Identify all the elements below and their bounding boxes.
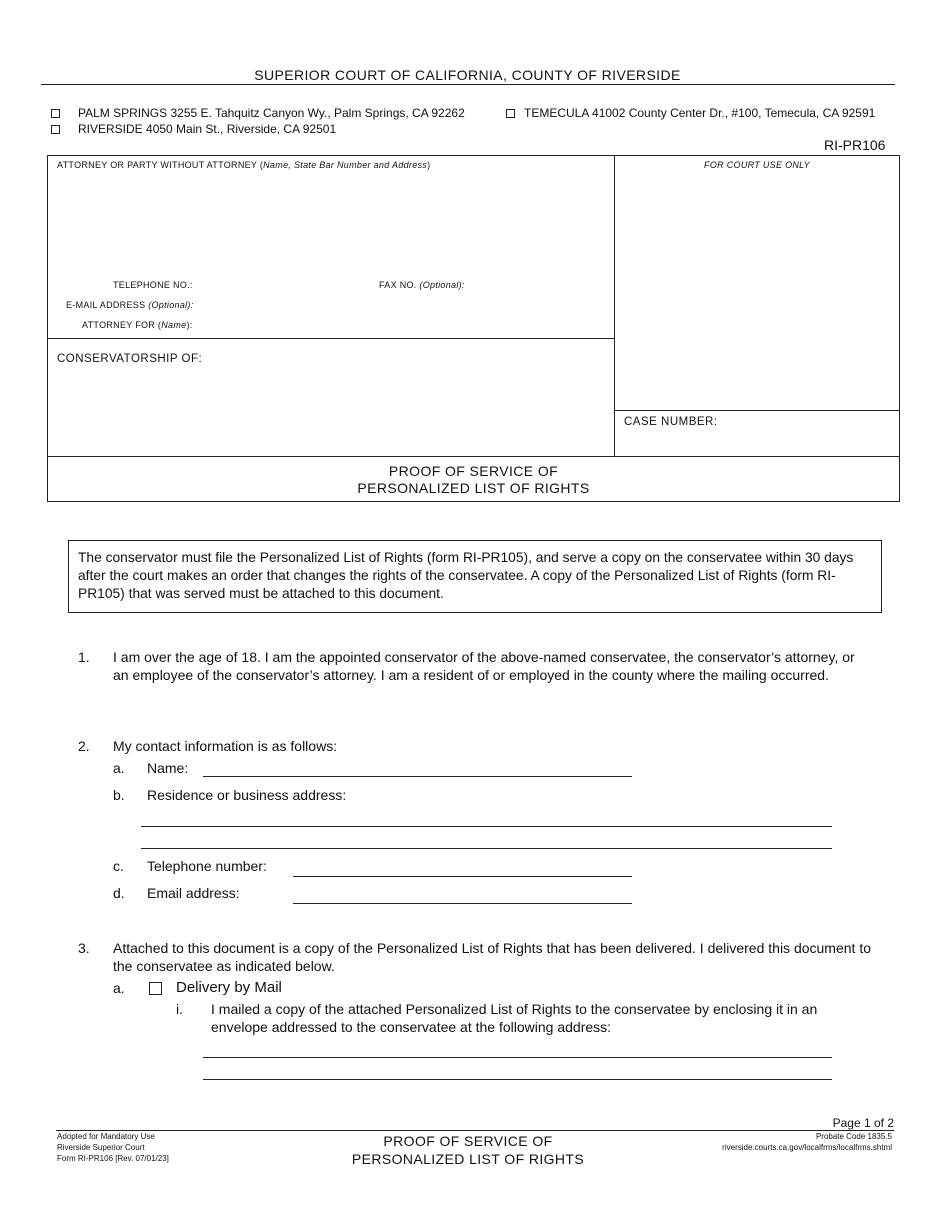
- fax-optional: (Optional):: [419, 280, 465, 290]
- fax-label: [379, 280, 465, 290]
- delivery-by-mail-checkbox[interactable]: [149, 982, 162, 995]
- footer-title-line1: PROOF OF SERVICE OF: [383, 1133, 553, 1149]
- attorney-for-end: ):: [186, 320, 193, 330]
- conservatorship-label: CONSERVATORSHIP OF:: [57, 353, 203, 365]
- mailing-address-line-2[interactable]: [203, 1079, 832, 1080]
- footer-title-line2: PERSONALIZED LIST OF RIGHTS: [351, 1151, 585, 1167]
- page-number: Page 1 of 2: [832, 1116, 894, 1130]
- court-use-rule: [614, 410, 900, 411]
- telephone-input-line[interactable]: [293, 876, 632, 877]
- footer-court: Riverside Superior Court: [57, 1143, 145, 1152]
- email-label: [66, 300, 194, 310]
- address-input-line-2[interactable]: [141, 848, 832, 849]
- footer-form-rev: Form RI-PR106 [Rev. 07/01/23]: [57, 1154, 169, 1163]
- item3-text: Attached to this document is a copy of the Personalized List of Rights that has been delivered. I delivered this document to the conservatee as indicated below.: [113, 940, 871, 974]
- riverside-label: RIVERSIDE 4050 Main St., Riverside, CA 92501: [78, 122, 337, 136]
- item3a-label: Delivery by Mail: [176, 979, 282, 996]
- attorney-label: [57, 160, 430, 170]
- attorney-for-text: ATTORNEY FOR (: [82, 320, 162, 330]
- item2a-letter: a.: [113, 760, 125, 776]
- mailing-address-line-1[interactable]: [203, 1057, 832, 1058]
- item1-number: 1.: [78, 649, 90, 665]
- palm-springs-label: PALM SPRINGS 3255 E. Tahquitz Canyon Wy., Palm Springs, CA 92262: [78, 106, 465, 120]
- item3a-letter: a.: [113, 980, 125, 996]
- item2d-label: Email address:: [147, 885, 240, 901]
- court-title: SUPERIOR COURT OF CALIFORNIA, COUNTY OF RIVERSIDE: [254, 67, 681, 83]
- item2d-letter: d.: [113, 885, 125, 901]
- title-rule: [47, 456, 900, 457]
- caption-title-line1: PROOF OF SERVICE OF: [388, 463, 559, 479]
- telephone-label: TELEPHONE NO.:: [113, 280, 193, 290]
- item2b-letter: b.: [113, 787, 125, 803]
- riverside-checkbox[interactable]: [51, 125, 60, 134]
- item3ai-number: i.: [176, 1001, 183, 1017]
- court-use-label: [614, 160, 900, 170]
- attorney-section-rule: [47, 338, 614, 339]
- address-input-line-1[interactable]: [141, 826, 832, 827]
- email-optional: (Optional):: [148, 300, 194, 310]
- attorney-label-end: ): [427, 160, 431, 170]
- item2-number: 2.: [78, 738, 90, 754]
- email-label-text: E-MAIL ADDRESS: [66, 300, 146, 310]
- item2c-letter: c.: [113, 858, 124, 874]
- item3ai-text: I mailed a copy of the attached Personalized List of Rights to the conservatee by enclosing it in an envelope addressed to the conservatee at the following address:: [211, 1001, 818, 1035]
- item3-number: 3.: [78, 940, 90, 956]
- attorney-for-label: [82, 320, 193, 330]
- email-input-line[interactable]: [293, 903, 632, 904]
- footer-adopted: Adopted for Mandatory Use: [57, 1132, 155, 1141]
- item2c-label: Telephone number:: [147, 858, 267, 874]
- form-number: RI-PR106: [824, 137, 886, 153]
- name-input-line[interactable]: [203, 776, 632, 777]
- palm-springs-checkbox[interactable]: [51, 109, 60, 118]
- case-number-label: CASE NUMBER:: [624, 416, 718, 428]
- temecula-checkbox[interactable]: [506, 109, 515, 118]
- attorney-label-italic: Name, State Bar Number and Address: [263, 160, 428, 170]
- court-use-label-text: FOR COURT USE ONLY: [704, 160, 810, 170]
- temecula-label: TEMECULA 41002 County Center Dr., #100, Temecula, CA 92591: [524, 106, 876, 120]
- fax-label-text: FAX NO.: [379, 280, 417, 290]
- footer-rule: [56, 1130, 894, 1131]
- attorney-for-italic: Name: [161, 320, 187, 330]
- attorney-label-text: ATTORNEY OR PARTY WITHOUT ATTORNEY (: [57, 160, 264, 170]
- item2a-label: Name:: [147, 760, 189, 776]
- item1-text: I am over the age of 18. I am the appointed conservator of the above-named conservatee, the conservator’s attorney, or an employee of the conservator’s attorney. I am a resident of or employed in the county where the mailing occurred.: [113, 649, 855, 683]
- item2-text: My contact information is as follows:: [113, 738, 338, 754]
- caption-title-line2: PERSONALIZED LIST OF RIGHTS: [357, 480, 590, 496]
- notice-text: The conservator must file the Personalized List of Rights (form RI-PR105), and serve a copy on the conservatee within 30 days after the court makes an order that changes the rights of the conservatee. A copy of the Personalized List of Rights (form RI-PR105) that was served must be attached to this document.: [78, 550, 854, 601]
- footer-url[interactable]: riverside.courts.ca.gov/localfrms/localfrms.shtml: [722, 1143, 892, 1152]
- footer-probate-code: Probate Code 1835.5: [815, 1132, 892, 1141]
- header-rule: [41, 84, 895, 85]
- item2b-label: Residence or business address:: [147, 787, 347, 803]
